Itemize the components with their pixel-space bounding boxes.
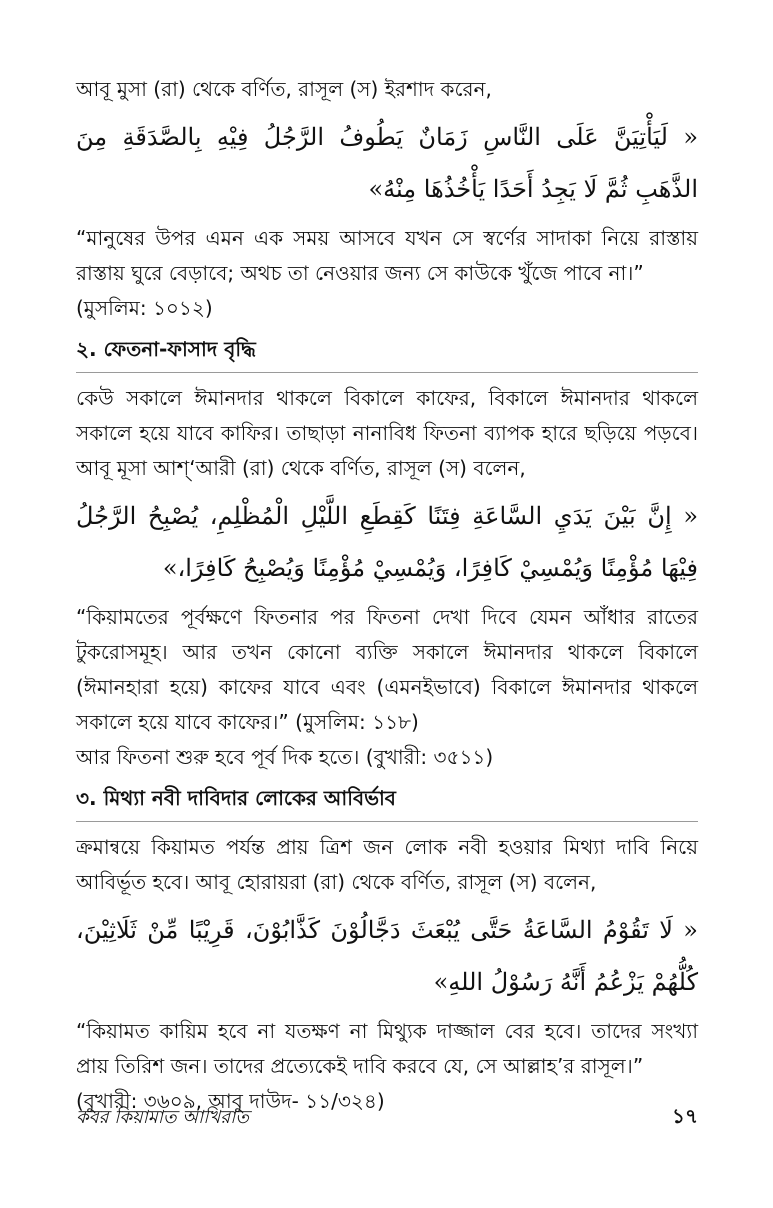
hadith-1-reference: (মুসলিম: ১০১২) (76, 296, 213, 320)
hadith-2-arabic: « إِنَّ بَيْنَ يَدَيِ السَّاعَةِ فِتَنًا كَقِطَعِ اللَّيْلِ الْمُظْلِمِ، يُصْبِحُ الرَّجُلُ فِيْهَا مُؤْمِنًا وَيُمْسِيْ كَافِرًا، وَيُمْسِيْ مُؤْمِنًا وَيُصْبِحُ كَافِرًا،» (76, 502, 699, 582)
hadith-3-reference: (বুখারী: ৩৬০৯, আবু দাউদ- ১১/৩২৪) (76, 1089, 385, 1113)
hadith-1-arabic: « لَيَأْتِيَنَّ عَلَى النَّاسِ زَمَانٌ يَطُوفُ الرَّجُلُ فِيْهِ بِالصَّدَقَةِ مِنَ الذَّهَبِ ثُمَّ لَا يَجِدُ أَحَدًا يَأْخُذُهَا مِنْهُ» (76, 123, 698, 203)
book-title: কবর কিয়ামাত আখিরাত (76, 1107, 249, 1128)
hadith-1-translation: “মানুষের উপর এমন এক সময় আসবে যখন সে স্বর্ণের সাদাকা নিয়ে রাস্তায় রাস্তায় ঘুরে বেড়াবে; অথচ তা নেওয়ার জন্য সে কাউকে খুঁজে পাবে না।” (76, 226, 698, 285)
section-3-paragraph: ক্রমান্বয়ে কিয়ামত পর্যন্ত প্রায় ত্রিশ জন লোক নবী হওয়ার মিথ্যা দাবি নিয়ে আবির্ভূত হবে। আবূ হোরায়রা (রা) থেকে বর্ণিত, রাসূল (স) বলেন, (76, 835, 698, 894)
section-3-heading: ৩. মিথ্যা নবী দাবিদার লোকের আবির্ভাব (76, 781, 698, 822)
section-2-heading: ২. ফেতনা-ফাসাদ বৃদ্ধি (76, 332, 698, 373)
hadith-3-arabic: « لَا تَقُوْمُ السَّاعَةُ حَتَّى يُبْعَثَ دَجَّالُوْنَ كَذَّابُوْنَ، قَرِيْبًا مِّنْ ثَلَاثِيْنَ، كُلُّهُمْ يَزْعُمُ أَنَّهُ رَسُوْلُ اللهِ» (76, 916, 698, 996)
section-2-paragraph: কেউ সকালে ঈমানদার থাকলে বিকালে কাফের, বিকালে ঈমানদার থাকলে সকালে হয়ে যাবে কাফির। তাছাড়া নানাবিধ ফিতনা ব্যাপক হারে ছড়িয়ে পড়বে। আবূ মূসা আশ্‘আরী (রা) থেকে বর্ণিত, রাসূল (স) বলেন, (76, 386, 698, 480)
page-number: ১৭ (672, 1104, 698, 1128)
intro-line: আবূ মুসা (রা) থেকে বর্ণিত, রাসূল (স) ইরশাদ করেন, (76, 77, 492, 101)
hadith-2-translation: “কিয়ামতের পূর্বক্ষণে ফিতনার পর ফিতনা দেখা দিবে যেমন আঁধার রাতের টুকরোসমূহ। আর তখন কোনো ব্যক্তি সকালে ঈমানদার থাকলে বিকালে (ঈমানহারা হয়ে) কাফের যাবে এবং (এমনইভাবে) বিকালে ঈমানদার থাকলে সকালে হয়ে যাবে কাফের।” (মুসলিম: ১১৮) (76, 605, 698, 734)
page-content (76, 72, 698, 1119)
hadith-2-extra: আর ফিতনা শুরু হবে পূর্ব দিক হতে। (বুখারী: ৩৫১১) (76, 745, 494, 769)
page-footer (76, 1102, 698, 1135)
hadith-3-translation: “কিয়ামত কায়িম হবে না যতক্ষণ না মিথ্যুক দাজ্জাল বের হবে। তাদের সংখ্যা প্রায় তিরিশ জন। তাদের প্রত্যেকেই দাবি করবে যে, সে আল্লাহ’র রাসূল।” (76, 1019, 698, 1078)
